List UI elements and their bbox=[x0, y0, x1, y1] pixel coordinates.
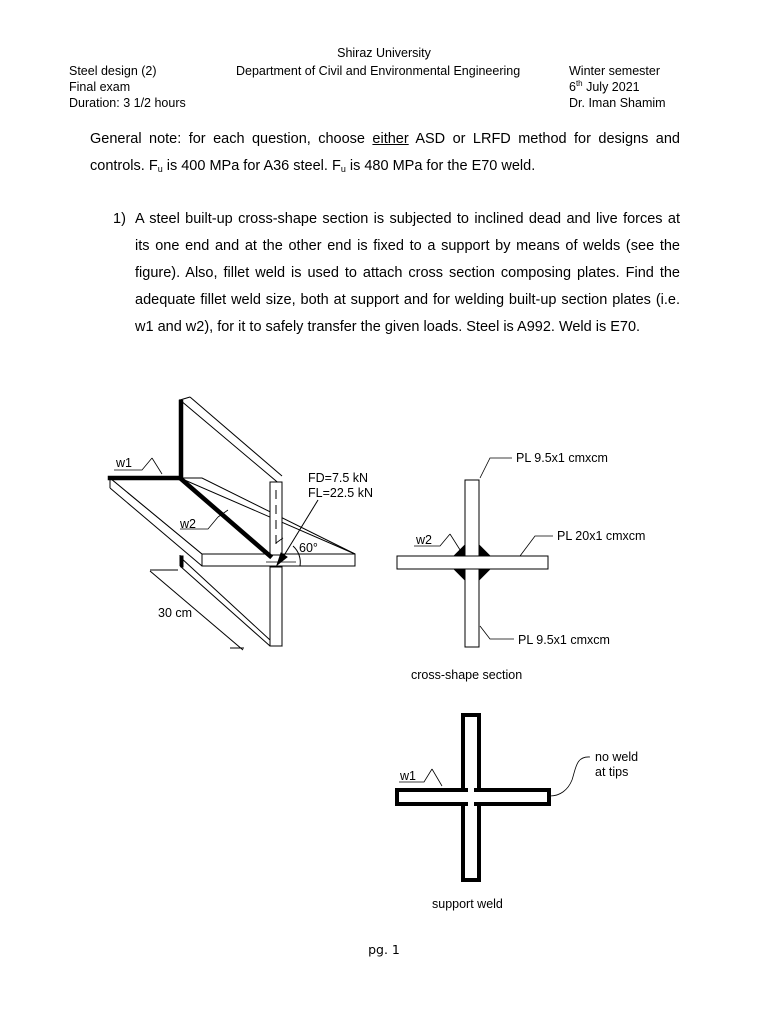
question-number: 1) bbox=[113, 211, 126, 227]
pl-bottom-label: PL 9.5x1 cmxcm bbox=[518, 633, 610, 647]
w2-label-iso: w2 bbox=[180, 517, 196, 531]
university-name: Shiraz University bbox=[337, 46, 431, 60]
no-weld-label-2: at tips bbox=[595, 765, 629, 779]
course-name: Steel design (2) bbox=[69, 64, 157, 78]
support-weld-diagram bbox=[397, 715, 549, 880]
w2-label-section: w2 bbox=[416, 533, 432, 547]
w1-label-support: w1 bbox=[400, 769, 416, 783]
instructor-name: Dr. Iman Shamim bbox=[569, 96, 666, 110]
pl-horizontal-label: PL 20x1 cmxcm bbox=[557, 529, 646, 543]
cross-shape-section bbox=[397, 480, 548, 647]
exam-date: 6th July 2021 bbox=[569, 79, 640, 94]
question-text: A steel built-up cross-shape section is subjected to inclined dead and live forces at its one end and at the other end is fixed to a support by means of welds (see the figure). Also, fillet weld is used to attach cross section composing plates. Find the adequate fillet weld size, both at support and for welding built-up section plates (i.e. w1 and w2), for it to safely transfer the given loads. Steel is A992. Weld is E70. bbox=[135, 211, 680, 335]
w1-label-iso: w1 bbox=[116, 456, 132, 470]
fl-label: FL=22.5 kN bbox=[308, 486, 373, 500]
section-caption: cross-shape section bbox=[411, 668, 523, 682]
exam-type: Final exam bbox=[69, 80, 131, 94]
length-label: 30 cm bbox=[158, 606, 193, 620]
angle-label: 60° bbox=[299, 541, 318, 555]
department-name: Department of Civil and Environmental Engineering bbox=[236, 64, 521, 78]
support-caption: support weld bbox=[432, 897, 503, 911]
exam-duration: Duration: 3 1/2 hours bbox=[69, 96, 186, 110]
general-note: General note: for each question, choose either ASD or LRFD method for designs and controls. $F_u$ is 400 MPa for A36 steel. $F_u$ is 480 MPa for the E70 weld. bbox=[90, 131, 680, 174]
no-weld-label-1: no weld bbox=[595, 750, 639, 764]
fd-label: FD=7.5 kN bbox=[308, 471, 369, 485]
page-number: pg. 1 bbox=[368, 942, 400, 957]
pl-top-label: PL 9.5x1 cmxcm bbox=[516, 451, 608, 465]
semester: Winter semester bbox=[569, 64, 660, 78]
